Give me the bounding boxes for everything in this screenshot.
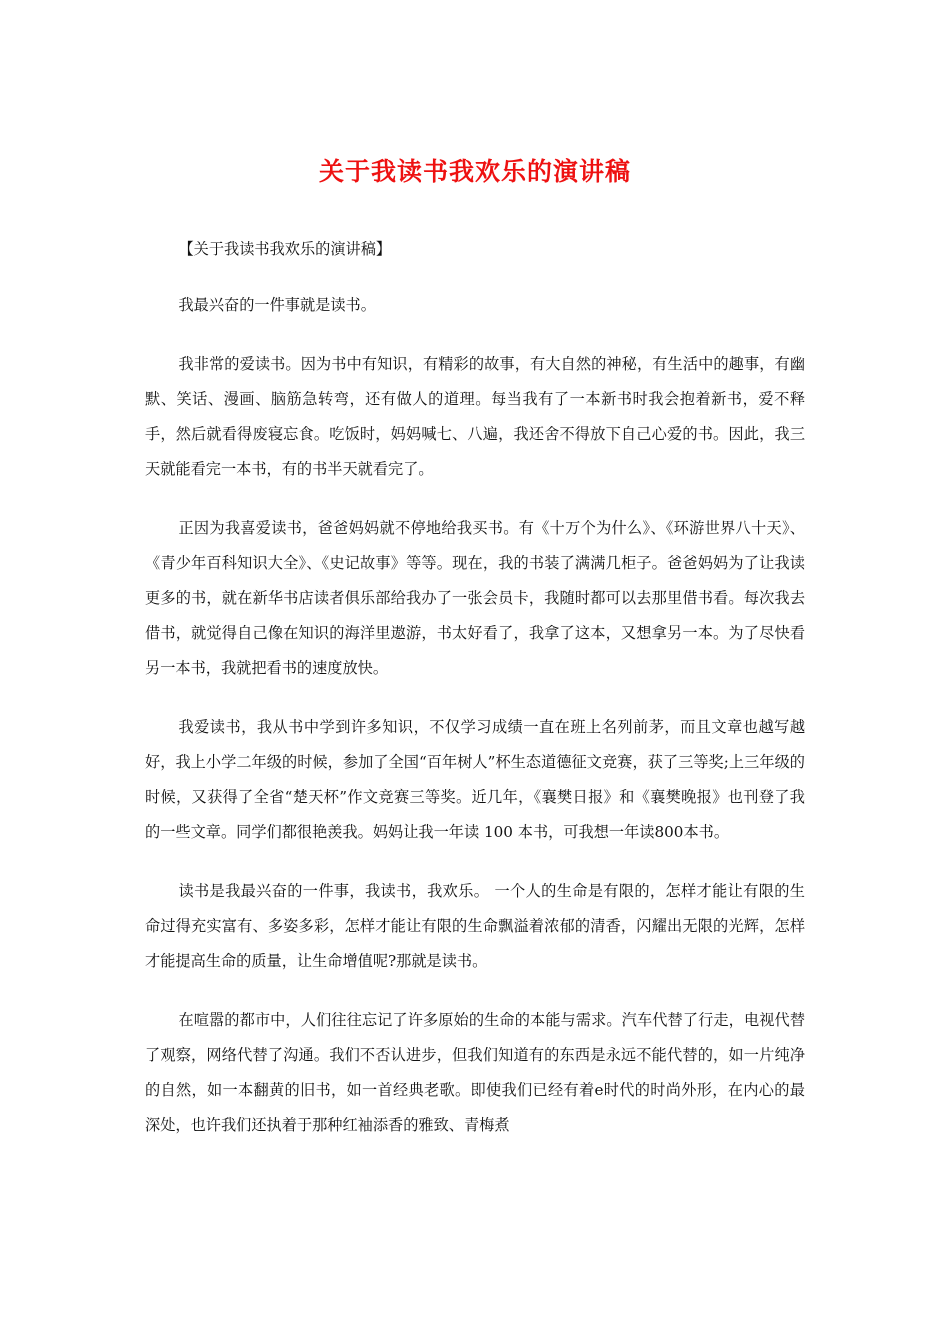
paragraph-4: 我爱读书，我从书中学到许多知识，不仅学习成绩一直在班上名列前茅，而且文章也越写越好，我上小学二年级的时候，参加了全国“百年树人”杯生态道德征文竞赛，获了三等奖;上三年级的时候，又获得了全省“楚天杯”作文竞赛三等奖。近几年，《襄樊日报》和《襄樊晚报》也刊登了我的一些文章。同学们都很艳羡我。妈妈让我一年读 100 本书，可我想一年读800本书。 — [145, 718, 805, 841]
paragraph-heading-bracketed: 【关于我读书我欢乐的演讲稿】 — [178, 240, 392, 258]
paragraph-6: 在喧嚣的都市中，人们往往忘记了许多原始的生命的本能与需求。汽车代替了行走，电视代替了观察，网络代替了沟通。我们不否认进步，但我们知道有的东西是永远不能代替的，如一片纯净的自然，如一本翻黄的旧书，如一首经典老歌。即使我们已经有着e时代的时尚外形，在内心的最深处，也许我们还执着于那种红袖添香的雅致、青梅煮 — [145, 1011, 805, 1134]
document-body — [145, 232, 805, 1167]
paragraph-5: 读书是我最兴奋的一件事，我读书，我欢乐。 一个人的生命是有限的，怎样才能让有限的生命过得充实富有、多姿多彩，怎样才能让有限的生命飘溢着浓郁的清香，闪耀出无限的光辉，怎样才能提高生命的质量，让生命增值呢?那就是读书。 — [145, 882, 805, 970]
paragraph-2: 我非常的爱读书。因为书中有知识，有精彩的故事，有大自然的神秘，有生活中的趣事，有幽默、笑话、漫画、脑筋急转弯，还有做人的道理。每当我有了一本新书时我会抱着新书，爱不释手，然后就看得废寝忘食。吃饭时，妈妈喊七、八遍，我还舍不得放下自己心爱的书。因此，我三天就能看完一本书，有的书半天就看完了。 — [145, 355, 805, 478]
paragraph-3: 正因为我喜爱读书，爸爸妈妈就不停地给我买书。有《十万个为什么》、《环游世界八十天》、《青少年百科知识大全》、《史记故事》等等。现在，我的书装了满满几柜子。爸爸妈妈为了让我读更多的书，就在新华书店读者俱乐部给我办了一张会员卡，我随时都可以去那里借书看。每次我去借书，就觉得自己像在知识的海洋里遨游，书太好看了，我拿了这本，又想拿另一本。为了尽快看另一本书，我就把看书的速度放快。 — [145, 519, 805, 677]
paragraph-1: 我最兴奋的一件事就是读书。 — [178, 296, 376, 314]
document-title: 关于我读书我欢乐的演讲稿 — [318, 157, 631, 186]
